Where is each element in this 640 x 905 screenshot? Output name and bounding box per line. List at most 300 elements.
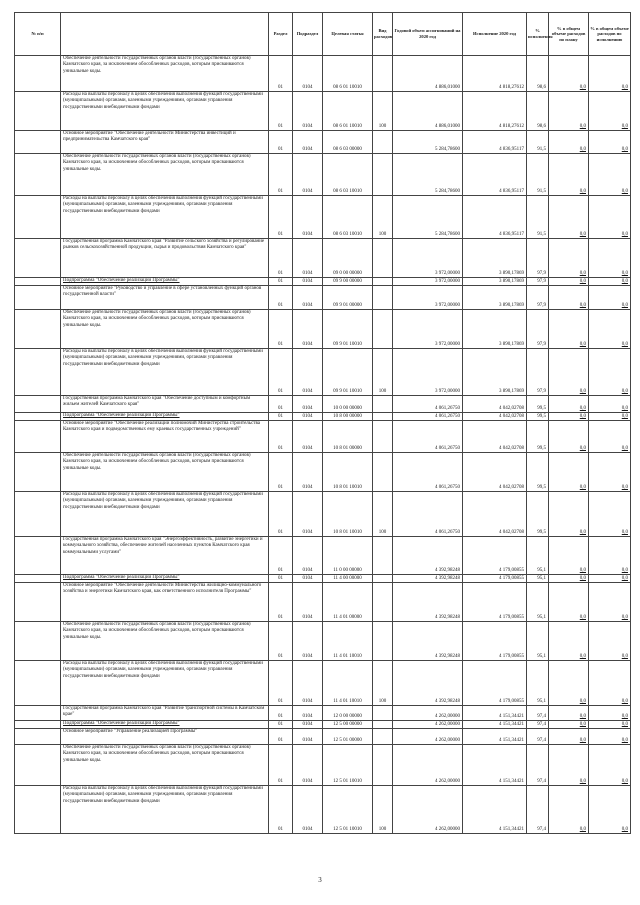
table-row — [15, 286, 631, 310]
cell-target: 10 0 00 00000 — [323, 396, 373, 413]
cell-percent: 99,5 — [527, 492, 549, 537]
cell-num — [15, 310, 61, 349]
cell-percent: 97,9 — [527, 349, 549, 396]
cell-razdel: 01 — [269, 56, 293, 92]
cell-executed: 4 151,34421 — [463, 721, 527, 729]
header-name — [61, 13, 269, 56]
table-row — [15, 786, 631, 834]
cell-num — [15, 92, 61, 131]
cell-podrazdel: 0104 — [293, 575, 323, 583]
cell-razdel: 01 — [269, 413, 293, 421]
cell-razdel: 01 — [269, 286, 293, 310]
cell-name: Обеспечение деятельности государственных органов власти (государственных органов) Камчатского края, за исключением обособленных расходов, которым присваиваются уникальные коды. — [61, 453, 269, 492]
cell-share-plan: 0,0 — [549, 575, 589, 583]
cell-vid — [373, 421, 393, 453]
cell-share-plan: 0,0 — [549, 349, 589, 396]
cell-executed: 4 818,27612 — [463, 56, 527, 92]
cell-share-plan: 0,0 — [549, 729, 589, 745]
cell-target: 10 8 00 00000 — [323, 413, 373, 421]
cell-share-exec: 0,0 — [589, 706, 631, 721]
cell-target: 08 6 01 10010 — [323, 56, 373, 92]
cell-razdel: 01 — [269, 154, 293, 196]
cell-share-exec: 0,0 — [589, 286, 631, 310]
cell-vid — [373, 396, 393, 413]
cell-vid — [373, 278, 393, 286]
cell-target: 08 6 03 10010 — [323, 196, 373, 239]
cell-vid — [373, 745, 393, 786]
cell-percent: 97,4 — [527, 786, 549, 834]
table-row — [15, 721, 631, 729]
table-row — [15, 453, 631, 492]
cell-podrazdel: 0104 — [293, 706, 323, 721]
cell-executed: 4 151,34421 — [463, 729, 527, 745]
cell-target: 10 8 01 10010 — [323, 492, 373, 537]
cell-share-exec: 0,0 — [589, 622, 631, 661]
cell-executed: 4 179,00855 — [463, 661, 527, 706]
cell-razdel: 01 — [269, 349, 293, 396]
cell-podrazdel: 0104 — [293, 154, 323, 196]
cell-executed: 4 042,02708 — [463, 421, 527, 453]
cell-num — [15, 131, 61, 154]
cell-approved: 5 284,78600 — [393, 131, 463, 154]
cell-podrazdel: 0104 — [293, 721, 323, 729]
cell-executed: 4 179,00855 — [463, 583, 527, 622]
cell-executed: 4 179,00855 — [463, 622, 527, 661]
cell-share-plan: 0,0 — [549, 131, 589, 154]
cell-name: Основное мероприятие "Управление реализацией Программы" — [61, 729, 269, 745]
cell-approved: 4 392,98248 — [393, 537, 463, 575]
cell-share-plan: 0,0 — [549, 721, 589, 729]
cell-share-plan: 0,0 — [549, 492, 589, 537]
cell-name: Государственная программа Камчатского края "Развитие транспортной системы в Камчатском крае" — [61, 706, 269, 721]
cell-target: 10 8 01 10010 — [323, 453, 373, 492]
cell-vid: 100 — [373, 349, 393, 396]
cell-share-plan: 0,0 — [549, 537, 589, 575]
cell-razdel: 01 — [269, 196, 293, 239]
cell-percent: 99,5 — [527, 396, 549, 413]
cell-podrazdel: 0104 — [293, 56, 323, 92]
cell-approved: 3 972,00000 — [393, 349, 463, 396]
cell-share-exec: 0,0 — [589, 721, 631, 729]
cell-podrazdel: 0104 — [293, 729, 323, 745]
cell-name: Обеспечение деятельности государственных органов власти (государственных органов) Камчатского края, за исключением обособленных расходов, которым присваиваются уникальные коды. — [61, 154, 269, 196]
cell-share-plan: 0,0 — [549, 278, 589, 286]
table-row — [15, 396, 631, 413]
cell-target: 09 0 00 00000 — [323, 239, 373, 278]
header-vid: Вид расходов — [373, 13, 393, 56]
cell-name: Основное мероприятие "Обеспечение деятельности Министерства инвестиций и предпринимательства Камчатского края" — [61, 131, 269, 154]
cell-percent: 97,9 — [527, 239, 549, 278]
cell-podrazdel: 0104 — [293, 583, 323, 622]
cell-razdel: 01 — [269, 575, 293, 583]
cell-num — [15, 278, 61, 286]
cell-vid — [373, 239, 393, 278]
cell-podrazdel: 0104 — [293, 92, 323, 131]
cell-name: Государственная программа Камчатского края "Развитие сельского хозяйства и регулирование рынков сельскохозяйственной продукции, сырья и продовольствия Камчатского края" — [61, 239, 269, 278]
table-row — [15, 575, 631, 583]
cell-name: Государственная программа Камчатского края "Энергоэффективность, развитие энергетики и коммунального хозяйства, обеспечение жителей населенных пунктов Камчатского края коммунальными услугами" — [61, 537, 269, 575]
cell-podrazdel: 0104 — [293, 492, 323, 537]
cell-approved: 4 392,98248 — [393, 661, 463, 706]
cell-podrazdel: 0104 — [293, 413, 323, 421]
cell-share-exec: 0,0 — [589, 56, 631, 92]
cell-executed: 4 042,02708 — [463, 453, 527, 492]
cell-vid — [373, 729, 393, 745]
table-row — [15, 745, 631, 786]
table-row — [15, 729, 631, 745]
cell-podrazdel: 0104 — [293, 278, 323, 286]
cell-razdel: 01 — [269, 396, 293, 413]
cell-razdel: 01 — [269, 745, 293, 786]
cell-podrazdel: 0104 — [293, 239, 323, 278]
header-percent: % исполнения — [527, 13, 549, 56]
cell-approved: 3 972,00000 — [393, 310, 463, 349]
cell-executed: 3 890,17869 — [463, 239, 527, 278]
cell-name: Основное мероприятие "Обеспечение реализации полномочий Министерства строительства Камчатского края и подведомственных ему краевых государственных учреждений" — [61, 421, 269, 453]
cell-target: 11 0 00 00000 — [323, 537, 373, 575]
cell-vid — [373, 537, 393, 575]
cell-share-exec: 0,0 — [589, 396, 631, 413]
cell-share-exec: 0,0 — [589, 310, 631, 349]
header-target: Целевая статья — [323, 13, 373, 56]
cell-num — [15, 196, 61, 239]
cell-executed: 4 042,02708 — [463, 492, 527, 537]
cell-approved: 4 262,00000 — [393, 706, 463, 721]
cell-approved: 4 886,01000 — [393, 56, 463, 92]
cell-approved: 4 392,98248 — [393, 575, 463, 583]
cell-name: Государственная программа Камчатского края "Обеспечение доступным и комфортным жильем жителей Камчатского края" — [61, 396, 269, 413]
cell-share-exec: 0,0 — [589, 537, 631, 575]
cell-target: 10 8 01 00000 — [323, 421, 373, 453]
table-row — [15, 131, 631, 154]
cell-razdel: 01 — [269, 622, 293, 661]
cell-razdel: 01 — [269, 310, 293, 349]
cell-share-exec: 0,0 — [589, 278, 631, 286]
cell-podrazdel: 0104 — [293, 286, 323, 310]
cell-share-plan: 0,0 — [549, 661, 589, 706]
cell-share-plan: 0,0 — [549, 286, 589, 310]
cell-vid — [373, 310, 393, 349]
cell-percent: 97,4 — [527, 729, 549, 745]
cell-vid — [373, 721, 393, 729]
cell-vid — [373, 413, 393, 421]
table-row — [15, 239, 631, 278]
cell-share-plan: 0,0 — [549, 396, 589, 413]
cell-podrazdel: 0104 — [293, 131, 323, 154]
cell-podrazdel: 0104 — [293, 786, 323, 834]
cell-vid — [373, 575, 393, 583]
cell-percent: 95,1 — [527, 575, 549, 583]
cell-executed: 4 042,02708 — [463, 396, 527, 413]
cell-percent: 95,1 — [527, 661, 549, 706]
cell-approved: 5 284,78600 — [393, 196, 463, 239]
cell-razdel: 01 — [269, 729, 293, 745]
cell-razdel: 01 — [269, 721, 293, 729]
cell-share-exec: 0,0 — [589, 575, 631, 583]
cell-num — [15, 583, 61, 622]
cell-podrazdel: 0104 — [293, 196, 323, 239]
table-row — [15, 421, 631, 453]
cell-num — [15, 706, 61, 721]
cell-percent: 91,5 — [527, 154, 549, 196]
cell-num — [15, 745, 61, 786]
cell-approved: 4 262,00000 — [393, 745, 463, 786]
cell-podrazdel: 0104 — [293, 745, 323, 786]
cell-share-plan: 0,0 — [549, 196, 589, 239]
cell-share-exec: 0,0 — [589, 413, 631, 421]
cell-share-plan: 0,0 — [549, 421, 589, 453]
cell-share-plan: 0,0 — [549, 56, 589, 92]
cell-approved: 4 061,26750 — [393, 396, 463, 413]
cell-share-plan: 0,0 — [549, 310, 589, 349]
table-row — [15, 537, 631, 575]
cell-num — [15, 661, 61, 706]
cell-num — [15, 396, 61, 413]
header-podrazdel: Подраздел — [293, 13, 323, 56]
header-executed: Исполнение 2020 год — [463, 13, 527, 56]
cell-percent: 97,4 — [527, 745, 549, 786]
cell-num — [15, 537, 61, 575]
cell-target: 08 6 01 10010 — [323, 92, 373, 131]
cell-percent: 98,6 — [527, 92, 549, 131]
cell-name: Расходы на выплаты персоналу в целях обеспечения выполнения функций государственными (муниципальными) органами, казенными учреждениями, органами управления государственными внебюджетными фондами — [61, 492, 269, 537]
cell-target: 12 0 00 00000 — [323, 706, 373, 721]
cell-executed: 4 042,02708 — [463, 413, 527, 421]
cell-share-exec: 0,0 — [589, 421, 631, 453]
cell-percent: 95,1 — [527, 537, 549, 575]
cell-share-plan: 0,0 — [549, 92, 589, 131]
cell-target: 11 4 01 10010 — [323, 622, 373, 661]
cell-executed: 4 151,34421 — [463, 786, 527, 834]
cell-name: Расходы на выплаты персоналу в целях обеспечения выполнения функций государственными (муниципальными) органами, казенными учреждениями, органами управления государственными внебюджетными фондами — [61, 196, 269, 239]
header-share-plan: % в общем объеме расходов по плану — [549, 13, 589, 56]
cell-executed: 4 818,27612 — [463, 92, 527, 131]
cell-share-plan: 0,0 — [549, 453, 589, 492]
cell-razdel: 01 — [269, 421, 293, 453]
cell-razdel: 01 — [269, 537, 293, 575]
cell-approved: 4 061,26750 — [393, 492, 463, 537]
cell-name: Обеспечение деятельности государственных органов власти (государственных органов) Камчатского края, за исключением обособленных расходов, которым присваиваются уникальные коды. — [61, 745, 269, 786]
cell-executed: 4 179,00855 — [463, 575, 527, 583]
cell-vid — [373, 622, 393, 661]
cell-vid: 100 — [373, 661, 393, 706]
cell-target: 11 4 01 00000 — [323, 583, 373, 622]
table-row — [15, 56, 631, 92]
cell-executed: 3 890,17869 — [463, 278, 527, 286]
cell-share-exec: 0,0 — [589, 583, 631, 622]
cell-name: Расходы на выплаты персоналу в целях обеспечения выполнения функций государственными (муниципальными) органами, казенными учреждениями, органами управления государственными внебюджетными фондами — [61, 92, 269, 131]
cell-share-plan: 0,0 — [549, 786, 589, 834]
table-row — [15, 622, 631, 661]
cell-executed: 4 151,34421 — [463, 745, 527, 786]
cell-num — [15, 239, 61, 278]
cell-razdel: 01 — [269, 278, 293, 286]
header-share-exec: % в общем объеме расходов по исполнению — [589, 13, 631, 56]
cell-vid: 100 — [373, 92, 393, 131]
cell-razdel: 01 — [269, 706, 293, 721]
cell-share-exec: 0,0 — [589, 729, 631, 745]
cell-vid: 100 — [373, 196, 393, 239]
cell-executed: 4 836,95117 — [463, 154, 527, 196]
cell-vid: 100 — [373, 492, 393, 537]
cell-name: Подпрограмма "Обеспечение реализации Программы" — [61, 413, 269, 421]
table-row — [15, 583, 631, 622]
table-row — [15, 310, 631, 349]
cell-approved: 4 392,98248 — [393, 583, 463, 622]
table-row — [15, 154, 631, 196]
cell-podrazdel: 0104 — [293, 349, 323, 396]
cell-razdel: 01 — [269, 786, 293, 834]
cell-percent: 99,5 — [527, 421, 549, 453]
cell-num — [15, 413, 61, 421]
cell-vid — [373, 131, 393, 154]
cell-num — [15, 421, 61, 453]
table-row — [15, 661, 631, 706]
table-body — [15, 56, 631, 834]
cell-approved: 4 392,98248 — [393, 622, 463, 661]
cell-target: 12 5 01 10010 — [323, 745, 373, 786]
cell-approved: 4 262,00000 — [393, 729, 463, 745]
cell-razdel: 01 — [269, 583, 293, 622]
cell-target: 08 6 03 10010 — [323, 154, 373, 196]
cell-share-plan: 0,0 — [549, 154, 589, 196]
cell-num — [15, 453, 61, 492]
cell-share-plan: 0,0 — [549, 622, 589, 661]
cell-razdel: 01 — [269, 492, 293, 537]
cell-percent: 99,5 — [527, 413, 549, 421]
cell-num — [15, 154, 61, 196]
cell-num — [15, 286, 61, 310]
cell-name: Подпрограмма "Обеспечение реализации Программы" — [61, 278, 269, 286]
cell-percent: 95,1 — [527, 622, 549, 661]
cell-name: Подпрограмма "Обеспечение реализации Программы" — [61, 575, 269, 583]
cell-percent: 98,6 — [527, 56, 549, 92]
cell-num — [15, 56, 61, 92]
cell-share-exec: 0,0 — [589, 196, 631, 239]
cell-num — [15, 721, 61, 729]
cell-percent: 97,4 — [527, 721, 549, 729]
cell-approved: 4 262,00000 — [393, 721, 463, 729]
cell-vid — [373, 154, 393, 196]
cell-target: 09 9 01 10010 — [323, 310, 373, 349]
cell-name: Обеспечение деятельности государственных органов власти (государственных органов) Камчатского края, за исключением обособленных расходов, которым присваиваются уникальные коды. — [61, 310, 269, 349]
cell-approved: 3 972,00000 — [393, 286, 463, 310]
cell-executed: 4 151,34421 — [463, 706, 527, 721]
cell-razdel: 01 — [269, 239, 293, 278]
cell-podrazdel: 0104 — [293, 396, 323, 413]
cell-razdel: 01 — [269, 661, 293, 706]
cell-share-exec: 0,0 — [589, 745, 631, 786]
cell-podrazdel: 0104 — [293, 537, 323, 575]
cell-share-exec: 0,0 — [589, 131, 631, 154]
cell-name: Обеспечение деятельности государственных органов власти (государственных органов) Камчатского края, за исключением обособленных расходов, которым присваиваются уникальные коды. — [61, 622, 269, 661]
cell-podrazdel: 0104 — [293, 421, 323, 453]
cell-share-plan: 0,0 — [549, 239, 589, 278]
cell-num — [15, 729, 61, 745]
cell-percent: 99,5 — [527, 453, 549, 492]
cell-approved: 4 886,01000 — [393, 92, 463, 131]
cell-share-plan: 0,0 — [549, 745, 589, 786]
cell-target: 11 4 01 10010 — [323, 661, 373, 706]
cell-executed: 3 890,17869 — [463, 286, 527, 310]
cell-share-exec: 0,0 — [589, 492, 631, 537]
cell-share-exec: 0,0 — [589, 786, 631, 834]
page-number: 3 — [318, 876, 322, 884]
cell-percent: 97,9 — [527, 286, 549, 310]
cell-percent: 95,1 — [527, 583, 549, 622]
cell-share-exec: 0,0 — [589, 349, 631, 396]
cell-approved: 4 061,26750 — [393, 421, 463, 453]
cell-num — [15, 575, 61, 583]
cell-name: Основное мероприятие "Руководство и управление в сфере установленных функций органов государственной власти" — [61, 286, 269, 310]
cell-share-exec: 0,0 — [589, 92, 631, 131]
cell-name: Расходы на выплаты персоналу в целях обеспечения выполнения функций государственными (муниципальными) органами, казенными учреждениями, органами управления государственными внебюджетными фондами — [61, 661, 269, 706]
table-row — [15, 492, 631, 537]
cell-executed: 4 179,00855 — [463, 537, 527, 575]
cell-executed: 3 890,17869 — [463, 310, 527, 349]
cell-approved: 4 262,00000 — [393, 786, 463, 834]
cell-approved: 5 284,78600 — [393, 154, 463, 196]
cell-razdel: 01 — [269, 92, 293, 131]
cell-percent: 97,9 — [527, 278, 549, 286]
cell-target: 11 4 00 00000 — [323, 575, 373, 583]
table-row — [15, 413, 631, 421]
table-header-row — [15, 13, 631, 56]
cell-share-exec: 0,0 — [589, 453, 631, 492]
cell-name: Расходы на выплаты персоналу в целях обеспечения выполнения функций государственными (муниципальными) органами, казенными учреждениями, органами управления государственными внебюджетными фондами — [61, 786, 269, 834]
cell-name: Обеспечение деятельности государственных органов власти (государственных органов) Камчатского края, за исключением обособленных расходов, которым присваиваются уникальные коды. — [61, 56, 269, 92]
cell-percent: 97,4 — [527, 706, 549, 721]
cell-num — [15, 492, 61, 537]
cell-share-exec: 0,0 — [589, 661, 631, 706]
header-approved: Годовой объем ассигнований на 2020 год — [393, 13, 463, 56]
cell-target: 12 5 01 10010 — [323, 786, 373, 834]
table-row — [15, 349, 631, 396]
header-razdel: Раздел — [269, 13, 293, 56]
cell-percent: 97,9 — [527, 310, 549, 349]
cell-executed: 4 836,95117 — [463, 131, 527, 154]
cell-podrazdel: 0104 — [293, 453, 323, 492]
cell-executed: 4 836,95117 — [463, 196, 527, 239]
cell-vid: 100 — [373, 786, 393, 834]
cell-razdel: 01 — [269, 453, 293, 492]
cell-name: Расходы на выплаты персоналу в целях обеспечения выполнения функций государственными (муниципальными) органами, казенными учреждениями, органами управления государственными внебюджетными фондами — [61, 349, 269, 396]
cell-podrazdel: 0104 — [293, 622, 323, 661]
cell-num — [15, 349, 61, 396]
cell-percent: 91,5 — [527, 131, 549, 154]
cell-vid — [373, 583, 393, 622]
cell-approved: 4 061,26750 — [393, 453, 463, 492]
table-row — [15, 92, 631, 131]
cell-share-plan: 0,0 — [549, 706, 589, 721]
cell-vid — [373, 706, 393, 721]
cell-vid — [373, 453, 393, 492]
cell-podrazdel: 0104 — [293, 310, 323, 349]
table-row — [15, 706, 631, 721]
header-num: № п/п — [15, 13, 61, 56]
cell-podrazdel: 0104 — [293, 661, 323, 706]
cell-share-plan: 0,0 — [549, 583, 589, 622]
cell-approved: 3 972,00000 — [393, 278, 463, 286]
cell-num — [15, 786, 61, 834]
cell-target: 12 5 00 00000 — [323, 721, 373, 729]
cell-target: 09 9 01 10010 — [323, 349, 373, 396]
cell-vid — [373, 56, 393, 92]
cell-share-exec: 0,0 — [589, 239, 631, 278]
cell-share-plan: 0,0 — [549, 413, 589, 421]
table-row — [15, 278, 631, 286]
cell-name: Подпрограмма "Обеспечение реализации Программы" — [61, 721, 269, 729]
